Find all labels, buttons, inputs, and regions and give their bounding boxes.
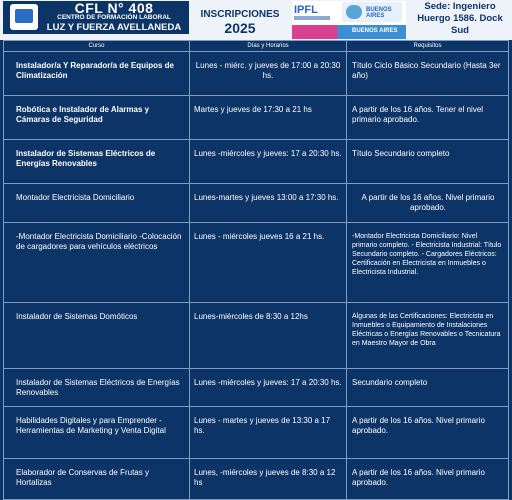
course-requirements: Título Ciclo Básico Secundario (Hasta 3er año) <box>347 52 509 96</box>
course-schedule: Lunes-martes y jueves 13:00 a 17:30 hs. <box>190 184 347 223</box>
table-row <box>4 459 509 500</box>
course-schedule: Lunes -miércoles y jueves: 17 a 20:30 hs. <box>190 369 347 407</box>
ipfl-logo: IPFL <box>294 4 318 16</box>
logo-title: CFL N° 408 <box>74 0 154 16</box>
course-requirements: A partir de los 16 años. Nivel primario aprobado. <box>347 459 509 500</box>
courses-table <box>3 40 509 500</box>
ipfl-logo-bar <box>294 16 330 20</box>
buenos-aires-strip-text: BUENOS AIRES <box>352 28 398 34</box>
course-requirements: A partir de los 16 años. Nivel primario aprobado. <box>347 407 509 459</box>
course-schedule: Lunes, -miércoles y jueves de 8:30 a 12 hs <box>190 459 347 500</box>
logo-name: LUZ Y FUERZA AVELLANEDA <box>46 22 182 33</box>
table-row <box>4 369 509 407</box>
course-name: Instalador de Sistemas Eléctricos de Energías Renovables <box>4 140 190 184</box>
course-name: Instalador/a Y Reparador/a de Equipos de Climatización <box>4 52 190 96</box>
course-name: Robótica e Instalador de Alarmas y Cámaras de Seguridad <box>4 96 190 140</box>
course-requirements: Algunas de las Certificaciones: Electricista en Inmuebles o Equipamiento de Instalaciones Eléctricas o Energías Renovables o Tecnicatura en Maestro Mayor de Obra <box>347 303 509 369</box>
buenos-aires-logo-text: BUENOS AIRES <box>366 7 392 19</box>
inscripciones-title: INSCRIPCIONES <box>200 9 280 20</box>
table-row <box>4 407 509 459</box>
course-schedule: Lunes - miérc. y jueves de 17:00 a 20:30 hs. <box>190 52 347 96</box>
partner-logos <box>292 1 406 39</box>
course-name: -Montador Electricista Domiciliario -Colocación de cargadores para vehículos eléctricos <box>4 223 190 303</box>
logo-subtitle: CENTRO DE FORMACIÓN LABORAL <box>57 14 171 21</box>
column-header-horarios: Días y Horarios <box>190 41 347 52</box>
buenos-aires-strip <box>292 25 406 39</box>
course-requirements: A partir de los 16 años. Tener el nivel primario aprobado. <box>347 96 509 140</box>
table-row <box>4 184 509 223</box>
table-row <box>4 96 509 140</box>
cfl-logo <box>3 1 189 34</box>
table-row <box>4 140 509 184</box>
buenos-aires-logo <box>342 2 402 22</box>
course-schedule: Lunes - miércoles jueves 16 a 21 hs. <box>190 223 347 303</box>
header <box>0 0 512 40</box>
sede-address: Sede: Ingeniero Huergo 1586. Dock Sud <box>417 1 503 36</box>
table-row <box>4 303 509 369</box>
table-row <box>4 223 509 303</box>
inscripciones-year: 2025 <box>224 20 256 36</box>
table-row <box>4 52 509 96</box>
column-header-curso: Curso <box>4 41 190 52</box>
course-schedule: Lunes -miércoles y jueves: 17 a 20:30 hs. <box>190 140 347 184</box>
course-name: Elaborador de Conservas de Frutas y Hortalizas <box>4 459 190 500</box>
course-schedule: Martes y jueves de 17:30 a 21 hs <box>190 96 347 140</box>
course-requirements: A partir de los 16 años. Nivel primario aprobado. <box>347 184 509 223</box>
cfl-emblem-icon <box>10 4 38 30</box>
course-schedule: Lunes - martes y jueves de 13:30 a 17 hs. <box>190 407 347 459</box>
course-name: Habilidades Digitales y para Emprender - Herramientas de Marketing y Venta Digital <box>4 407 190 459</box>
course-name: Montador Electricista Domiciliario <box>4 184 190 223</box>
course-requirements: Secundario completo <box>347 369 509 407</box>
table-header-row <box>4 41 509 52</box>
course-schedule: Lunes-miércoles de 8:30 a 12hs <box>190 303 347 369</box>
course-requirements: -Montador Electricista Domiciliario: Nivel primario completo. - Electricista Industrial: Título Secundario completo. - Cargadores Eléctricos: Certificación en Electricista en Inmuebles o Electricista Industrial. <box>347 223 509 303</box>
course-requirements: Título Secundario completo <box>347 140 509 184</box>
course-name: Instalador de Sistemas Eléctricos de Energías Renovables <box>4 369 190 407</box>
column-header-requisitos: Requisitos <box>347 41 509 52</box>
course-name: Instalador de Sistemas Domóticos <box>4 303 190 369</box>
